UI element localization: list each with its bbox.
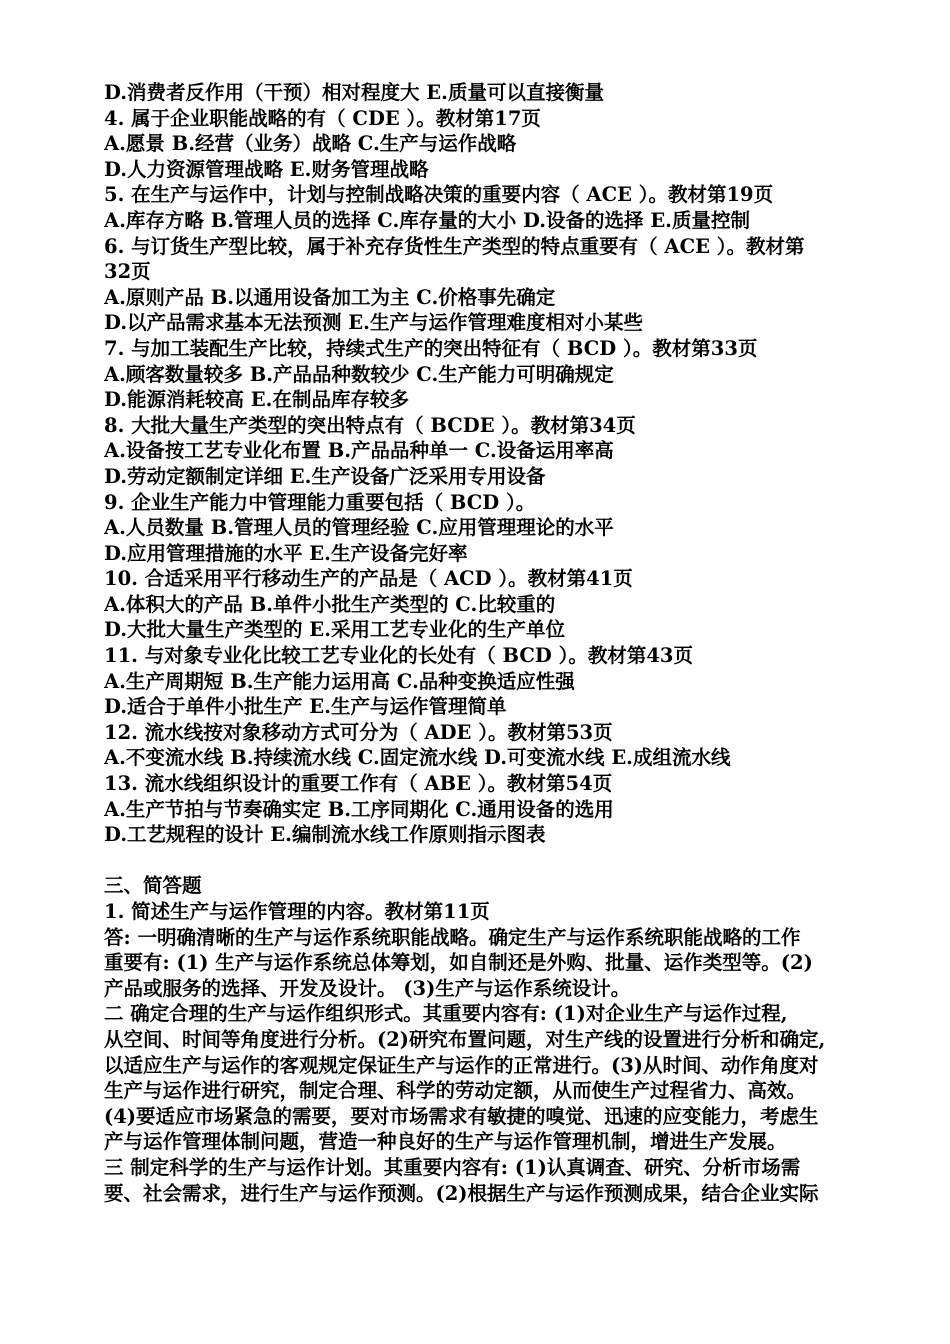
text-line: 1. 简述生产与运作管理的内容。教材第11页 <box>104 900 490 923</box>
text-line: A.体积大的产品 B.单件小批生产类型的 C.比较重的 <box>104 592 556 616</box>
text-line: 6. 与订货生产型比较，属于补充存货性生产类型的特点重要有（ ACE ）。教材第 <box>104 234 805 258</box>
text-line: 13. 流水线组织设计的重要工作有（ ABE ）。教材第54页 <box>104 772 613 796</box>
text-line: D.工艺规程的设计 E.编制流水线工作原则指示图表 <box>104 823 546 847</box>
text-line: D.能源消耗较高 E.在制品库存较多 <box>104 388 409 412</box>
text-line: 答: 一明确清晰的生产与运作系统职能战略。确定生产与运作系统职能战略的工作 <box>104 925 801 949</box>
text-line: A.人员数量 B.管理人员的管理经验 C.应用管理理论的水平 <box>104 516 614 540</box>
text-line: 10. 合适采用平行移动生产的产品是（ ACD ）。教材第41页 <box>104 567 633 591</box>
text-line: A.生产节拍与节奏确实定 B.工序同期化 C.通用设备的选用 <box>104 797 614 821</box>
text-line: 产与运作管理体制问题，营造一种良好的生产与运作管理机制，增进生产发展。 <box>104 1130 787 1154</box>
text-line: A.原则产品 B.以通用设备加工为主 C.价格事先确定 <box>104 285 556 309</box>
text-line: D.适合于单件小批生产 E.生产与运作管理简单 <box>104 695 507 719</box>
text-line: D.大批大量生产类型的 E.采用工艺专业化的生产单位 <box>104 618 565 642</box>
text-line: D.劳动定额制定详细 E.生产设备广泛采用专用设备 <box>104 464 546 488</box>
text-line: D.应用管理措施的水平 E.生产设备完好率 <box>104 541 468 565</box>
blank-line <box>104 848 910 874</box>
text-line: 从空间、时间等角度进行分析。(2)研究布置问题，对生产线的设置进行分析和确定, <box>104 1027 826 1051</box>
text-line: A.设备按工艺专业化布置 B.产品品种单一 C.设备运用率高 <box>104 439 614 463</box>
text-line: 二 确定合理的生产与运作组织形式。其重要内容有: (1)对企业生产与运作过程, <box>104 1002 788 1026</box>
text-line: 12. 流水线按对象移动方式可分为（ ADE ）。教材第53页 <box>104 720 613 744</box>
text-line: 重要有: (1) 生产与运作系统总体筹划，如自制还是外购、批量、运作类型等。(2) <box>104 951 813 975</box>
text-line: 11. 与对象专业化比较工艺专业化的长处有（ BCD ）。教材第43页 <box>104 644 693 668</box>
text-line: 9. 企业生产能力中管理能力重要包括（ BCD ）。 <box>104 490 536 514</box>
text-line: A.愿景 B.经营（业务）战略 C.生产与运作战略 <box>104 132 517 156</box>
text-line: D.以产品需求基本无法预测 E.生产与运作管理难度相对小某些 <box>104 311 643 335</box>
text-line: 以适应生产与运作的客观规定保证生产与运作的正常进行。(3)从时间、动作角度对 <box>104 1053 819 1077</box>
text-line: A.不变流水线 B.持续流水线 C.固定流水线 D.可变流水线 E.成组流水线 <box>104 746 731 770</box>
text-line: A.顾客数量较多 B.产品品种数较少 C.生产能力可明确规定 <box>104 362 614 386</box>
text-line: 生产与运作进行研究，制定合理、科学的劳动定额，从而使生产过程省力、高效。 <box>104 1079 807 1103</box>
text-line: D.消费者反作用（干预）相对程度大 E.质量可以直接衡量 <box>104 81 604 104</box>
text-line: 三 制定科学的生产与运作计划。其重要内容有: (1)认真调查、研究、分析市场需 <box>104 1155 801 1179</box>
text-line: D.人力资源管理战略 E.财务管理战略 <box>104 157 429 181</box>
text-line: 8. 大批大量生产类型的突出特点有（ BCDE ）。教材第34页 <box>104 413 636 437</box>
text-line: (4)要适应市场紧急的需要，要对市场需求有敏捷的嗅觉、迅速的应变能力，考虑生 <box>104 1104 819 1128</box>
text-line: 4. 属于企业职能战略的有（ CDE ）。教材第17页 <box>104 106 541 130</box>
text-line: 7. 与加工装配生产比较，持续式生产的突出特征有（ BCD ）。教材第33页 <box>104 336 758 360</box>
text-line: A.库存方略 B.管理人员的选择 C.库存量的大小 D.设备的选择 E.质量控制 <box>104 208 750 232</box>
text-line: 32页 <box>104 260 151 284</box>
text-line: 5. 在生产与运作中，计划与控制战略决策的重要内容（ ACE ）。教材第19页 <box>104 183 774 207</box>
text-line: 产品或服务的选择、开发及设计。 (3)生产与运作系统设计。 <box>104 976 631 1000</box>
text-line: 三、简答题 <box>104 874 202 898</box>
text-line: A.生产周期短 B.生产能力运用高 C.品种变换适应性强 <box>104 669 575 693</box>
text-line: 要、社会需求，进行生产与运作预测。(2)根据生产与运作预测成果，结合企业实际 <box>104 1181 819 1205</box>
document-page <box>104 80 910 1206</box>
